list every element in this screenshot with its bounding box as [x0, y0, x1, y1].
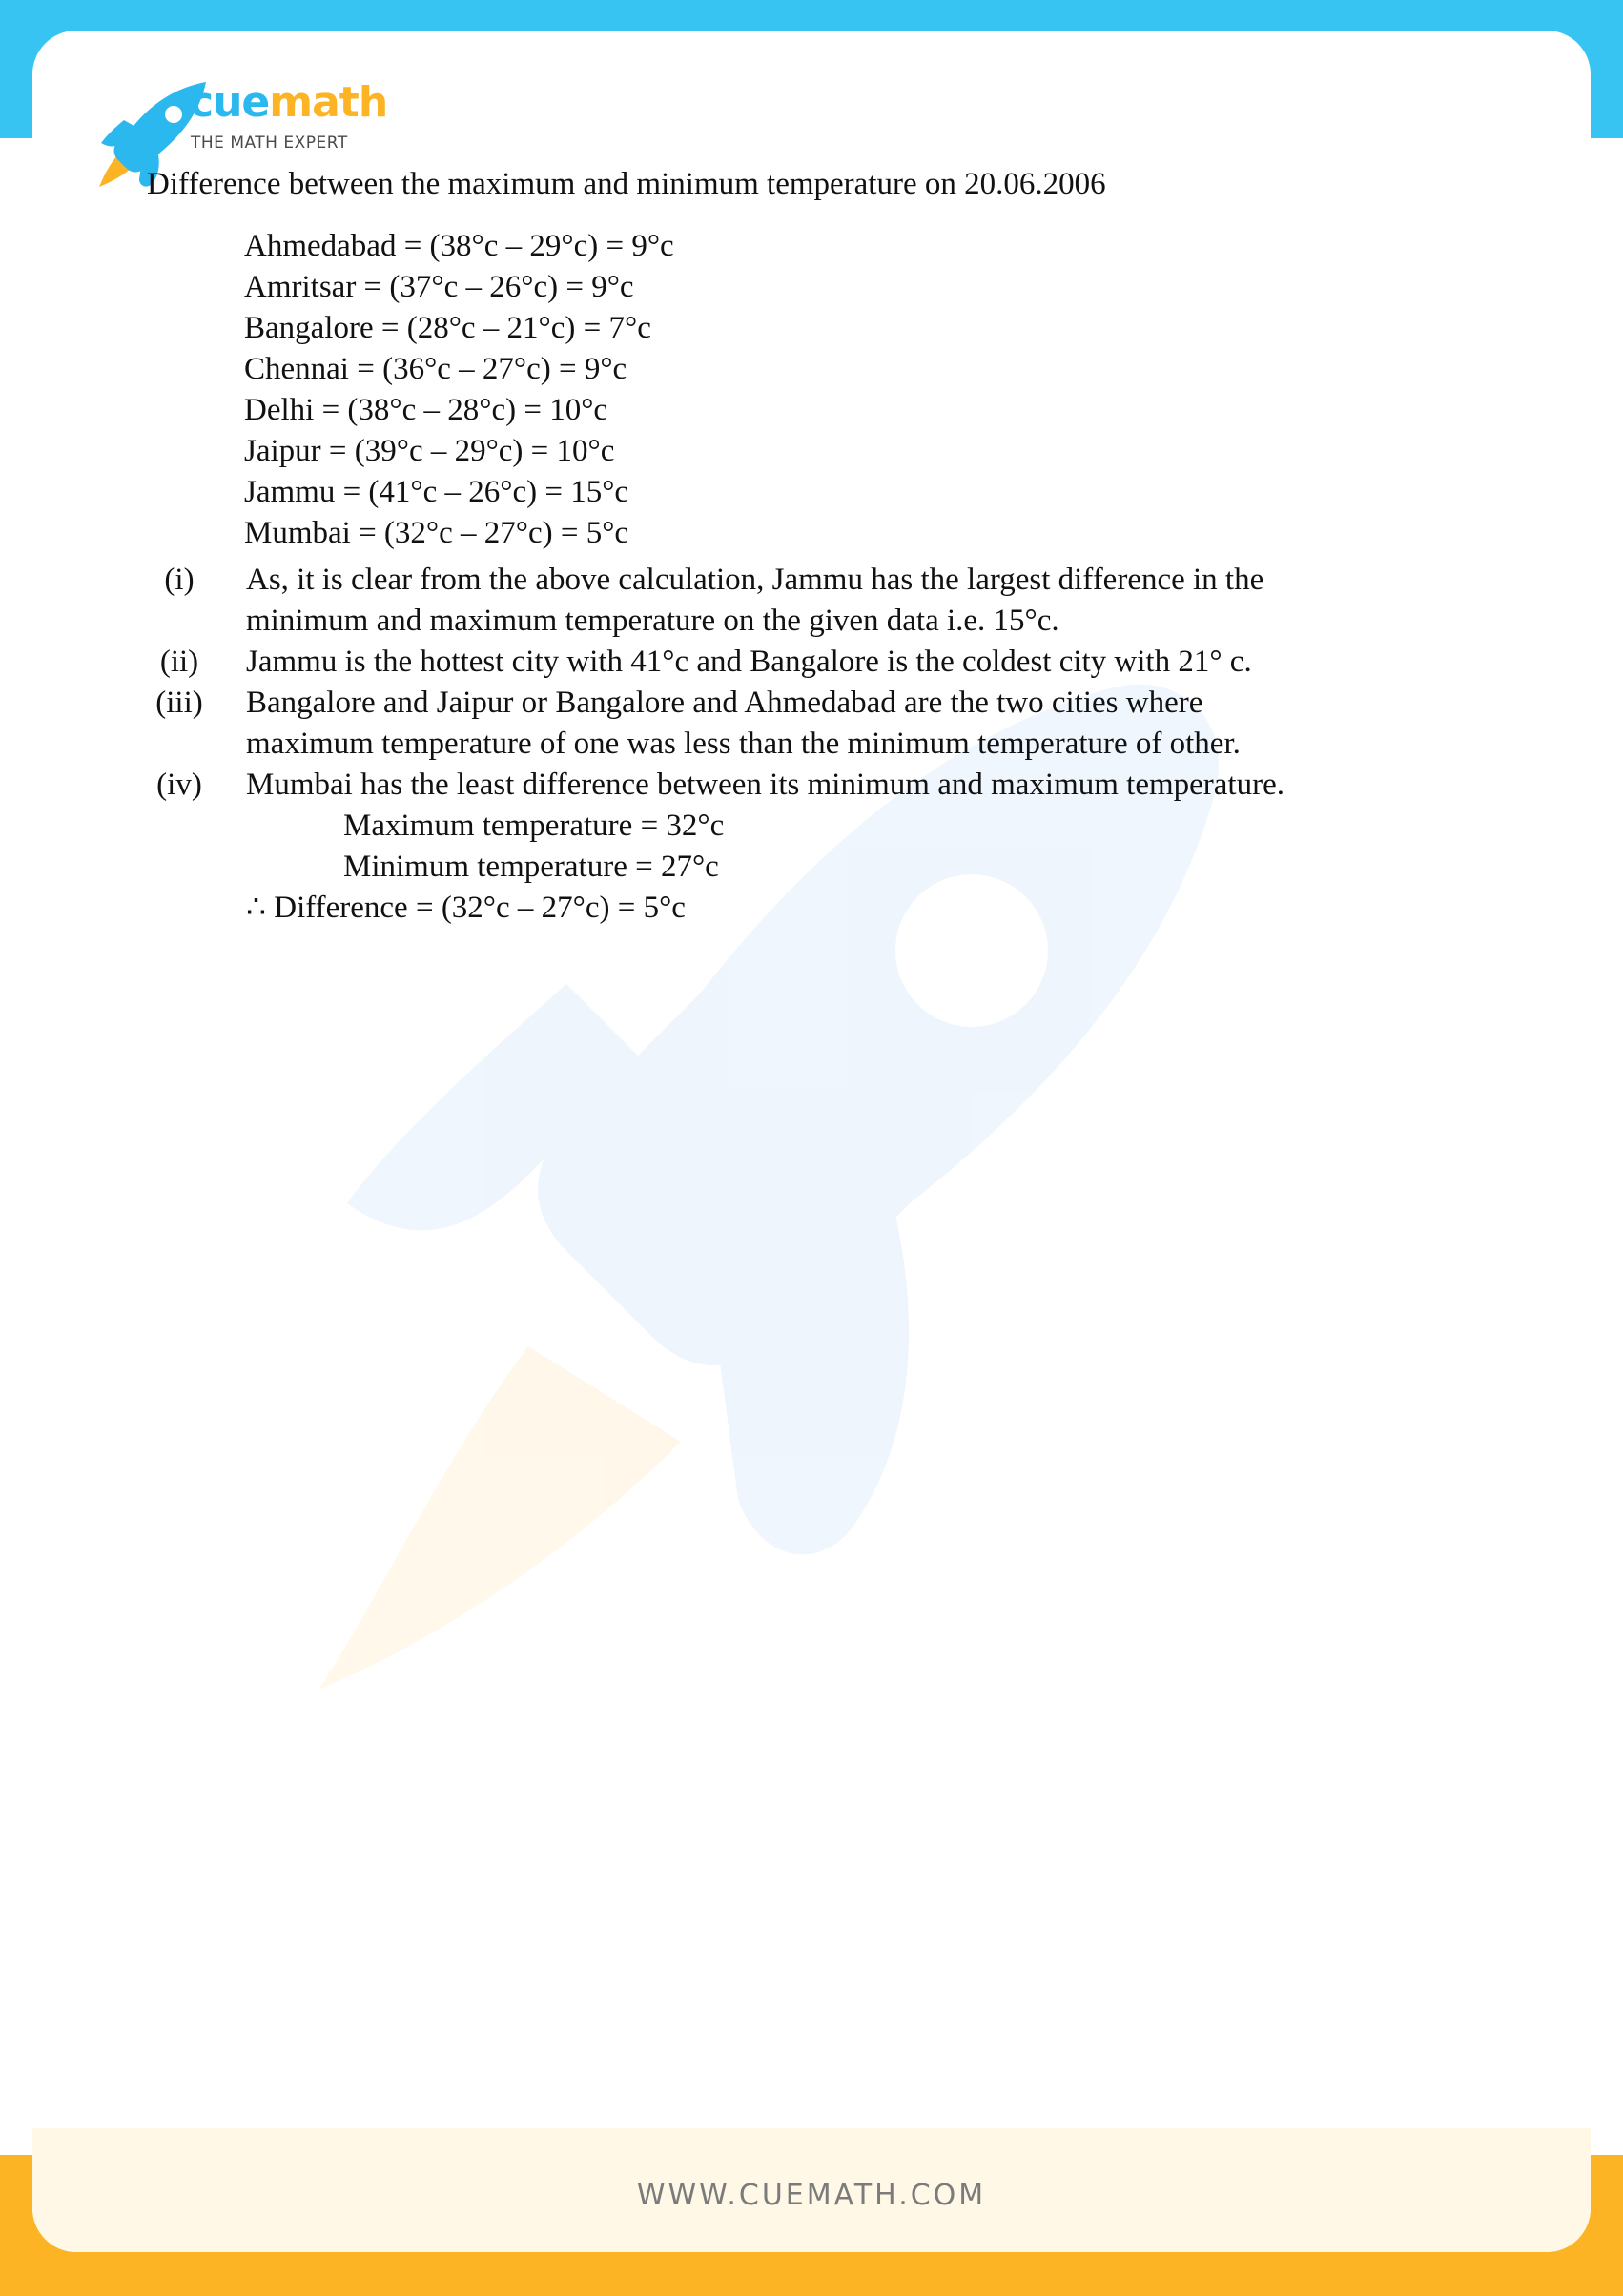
- footer: [32, 2128, 1591, 2252]
- answer-number-iii: (iii): [155, 686, 203, 720]
- heading: Difference between the maximum and minimum temperature on 20.06.2006: [147, 167, 1106, 201]
- answer-number-ii: (ii): [159, 645, 199, 679]
- answer-i-line-1: As, it is clear from the above calculation, Jammu has the largest difference in the: [246, 563, 1264, 597]
- brand-wordmark: [189, 78, 388, 127]
- difference-delhi: Delhi = (38°c – 28°c) = 10°c: [244, 393, 608, 427]
- answer-number-iv: (iv): [156, 768, 202, 802]
- difference-amritsar: Amritsar = (37°c – 26°c) = 9°c: [244, 270, 634, 304]
- answer-iv-conclusion: ∴ Difference = (32°c – 27°c) = 5°c: [246, 891, 686, 925]
- difference-chennai: Chennai = (36°c – 27°c) = 9°c: [244, 352, 627, 386]
- difference-mumbai: Mumbai = (32°c – 27°c) = 5°c: [244, 516, 629, 550]
- answer-number-i: (i): [164, 563, 195, 597]
- brand-name-part2: math: [269, 78, 388, 127]
- answer-iii-line-1: Bangalore and Jaipur or Bangalore and Ahmedabad are the two cities where: [246, 686, 1203, 720]
- answer-iv-min-temperature: Minimum temperature = 27°c: [343, 850, 719, 884]
- answer-iii-line-2: maximum temperature of one was less than the minimum temperature of other.: [246, 727, 1241, 761]
- answer-iv-max-temperature: Maximum temperature = 32°c: [343, 809, 725, 843]
- website-link[interactable]: WWW.CUEMATH.COM: [636, 2178, 987, 2212]
- brand-name-part1: cue: [189, 78, 270, 127]
- answer-ii-line-1: Jammu is the hottest city with 41°c and Bangalore is the coldest city with 21° c.: [246, 645, 1252, 679]
- answer-i-line-2: minimum and maximum temperature on the given data i.e. 15°c.: [246, 604, 1059, 638]
- brand-tagline: THE MATH EXPERT: [191, 133, 348, 153]
- page-card: [32, 31, 1591, 2252]
- difference-ahmedabad: Ahmedabad = (38°c – 29°c) = 9°c: [244, 229, 674, 263]
- difference-bangalore: Bangalore = (28°c – 21°c) = 7°c: [244, 311, 651, 345]
- difference-jaipur: Jaipur = (39°c – 29°c) = 10°c: [244, 434, 615, 468]
- answer-iv-line-1: Mumbai has the least difference between its minimum and maximum temperature.: [246, 768, 1284, 802]
- difference-jammu: Jammu = (41°c – 26°c) = 15°c: [244, 475, 629, 509]
